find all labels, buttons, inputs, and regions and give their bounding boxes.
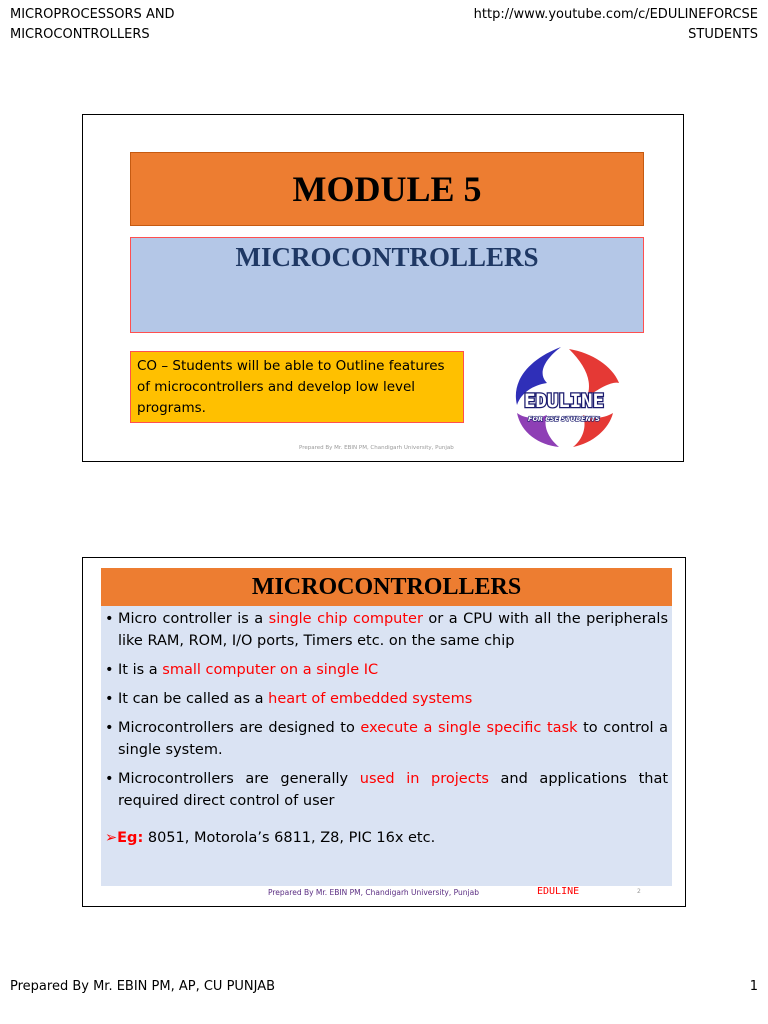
slide1-prepared-by: Prepared By Mr. EBIN PM, Chandigarh University, Punjab [299, 445, 454, 451]
list-item: • Microcontrollers are generally used in projects and applications that required direct control of user [105, 771, 669, 809]
course-outcome-box [130, 351, 464, 423]
logo-wordmark: EDULINE [523, 390, 605, 412]
header-left-line2: MICROCONTROLLERS [10, 27, 150, 42]
page-header-left [10, 5, 175, 45]
slide2-brand: EDULINE [537, 886, 580, 897]
module-banner [130, 152, 644, 226]
header-right-line2: STUDENTS [688, 27, 758, 42]
arrow-bullet-icon: ➢ [105, 830, 118, 846]
header-left-line1: MICROPROCESSORS AND [10, 7, 175, 22]
list-item: • It is a small computer on a single IC [105, 662, 379, 678]
header-url[interactable]: http://www.youtube.com/c/EDULINEFORCSE [473, 7, 758, 22]
subtitle: MICROCONTROLLERS [235, 242, 539, 272]
example-text: 8051, Motorola’s 6811, Z8, PIC 16x etc. [143, 830, 436, 846]
list-item: • It can be called as a heart of embedded systems [105, 691, 473, 707]
subtitle-banner [130, 237, 644, 333]
page-footer-left: Prepared By Mr. EBIN PM, AP, CU PUNJAB [10, 979, 276, 994]
page-header-right [474, 5, 758, 45]
list-item: • Micro controller is a single chip computer or a CPU with all the peripherals like RAM, ROM, I/O ports, Timers etc. on the same chip [105, 611, 668, 649]
slide-1 [82, 114, 684, 462]
logo-tagline: FOR CSE STUDENTS [528, 415, 600, 423]
slide2-page-number: 2 [637, 888, 641, 895]
slide2-header [101, 568, 672, 606]
example-label: Eg: [117, 830, 144, 846]
content-panel [101, 568, 672, 886]
module-title: MODULE 5 [292, 169, 482, 209]
example-line [105, 830, 435, 846]
bullet-list [105, 608, 668, 819]
slide2-title: MICROCONTROLLERS [251, 573, 522, 600]
slide2-prepared-by: Prepared By Mr. EBIN PM, Chandigarh University, Punjab [268, 888, 479, 897]
eduline-logo [489, 341, 639, 449]
course-outcome-text: CO – Students will be able to Outline features of microcontrollers and develop low level programs. [137, 358, 445, 416]
list-item: • Microcontrollers are designed to execute a single specific task to control a single system. [105, 720, 668, 758]
page-number: 1 [749, 979, 758, 994]
slide-2 [82, 557, 686, 907]
